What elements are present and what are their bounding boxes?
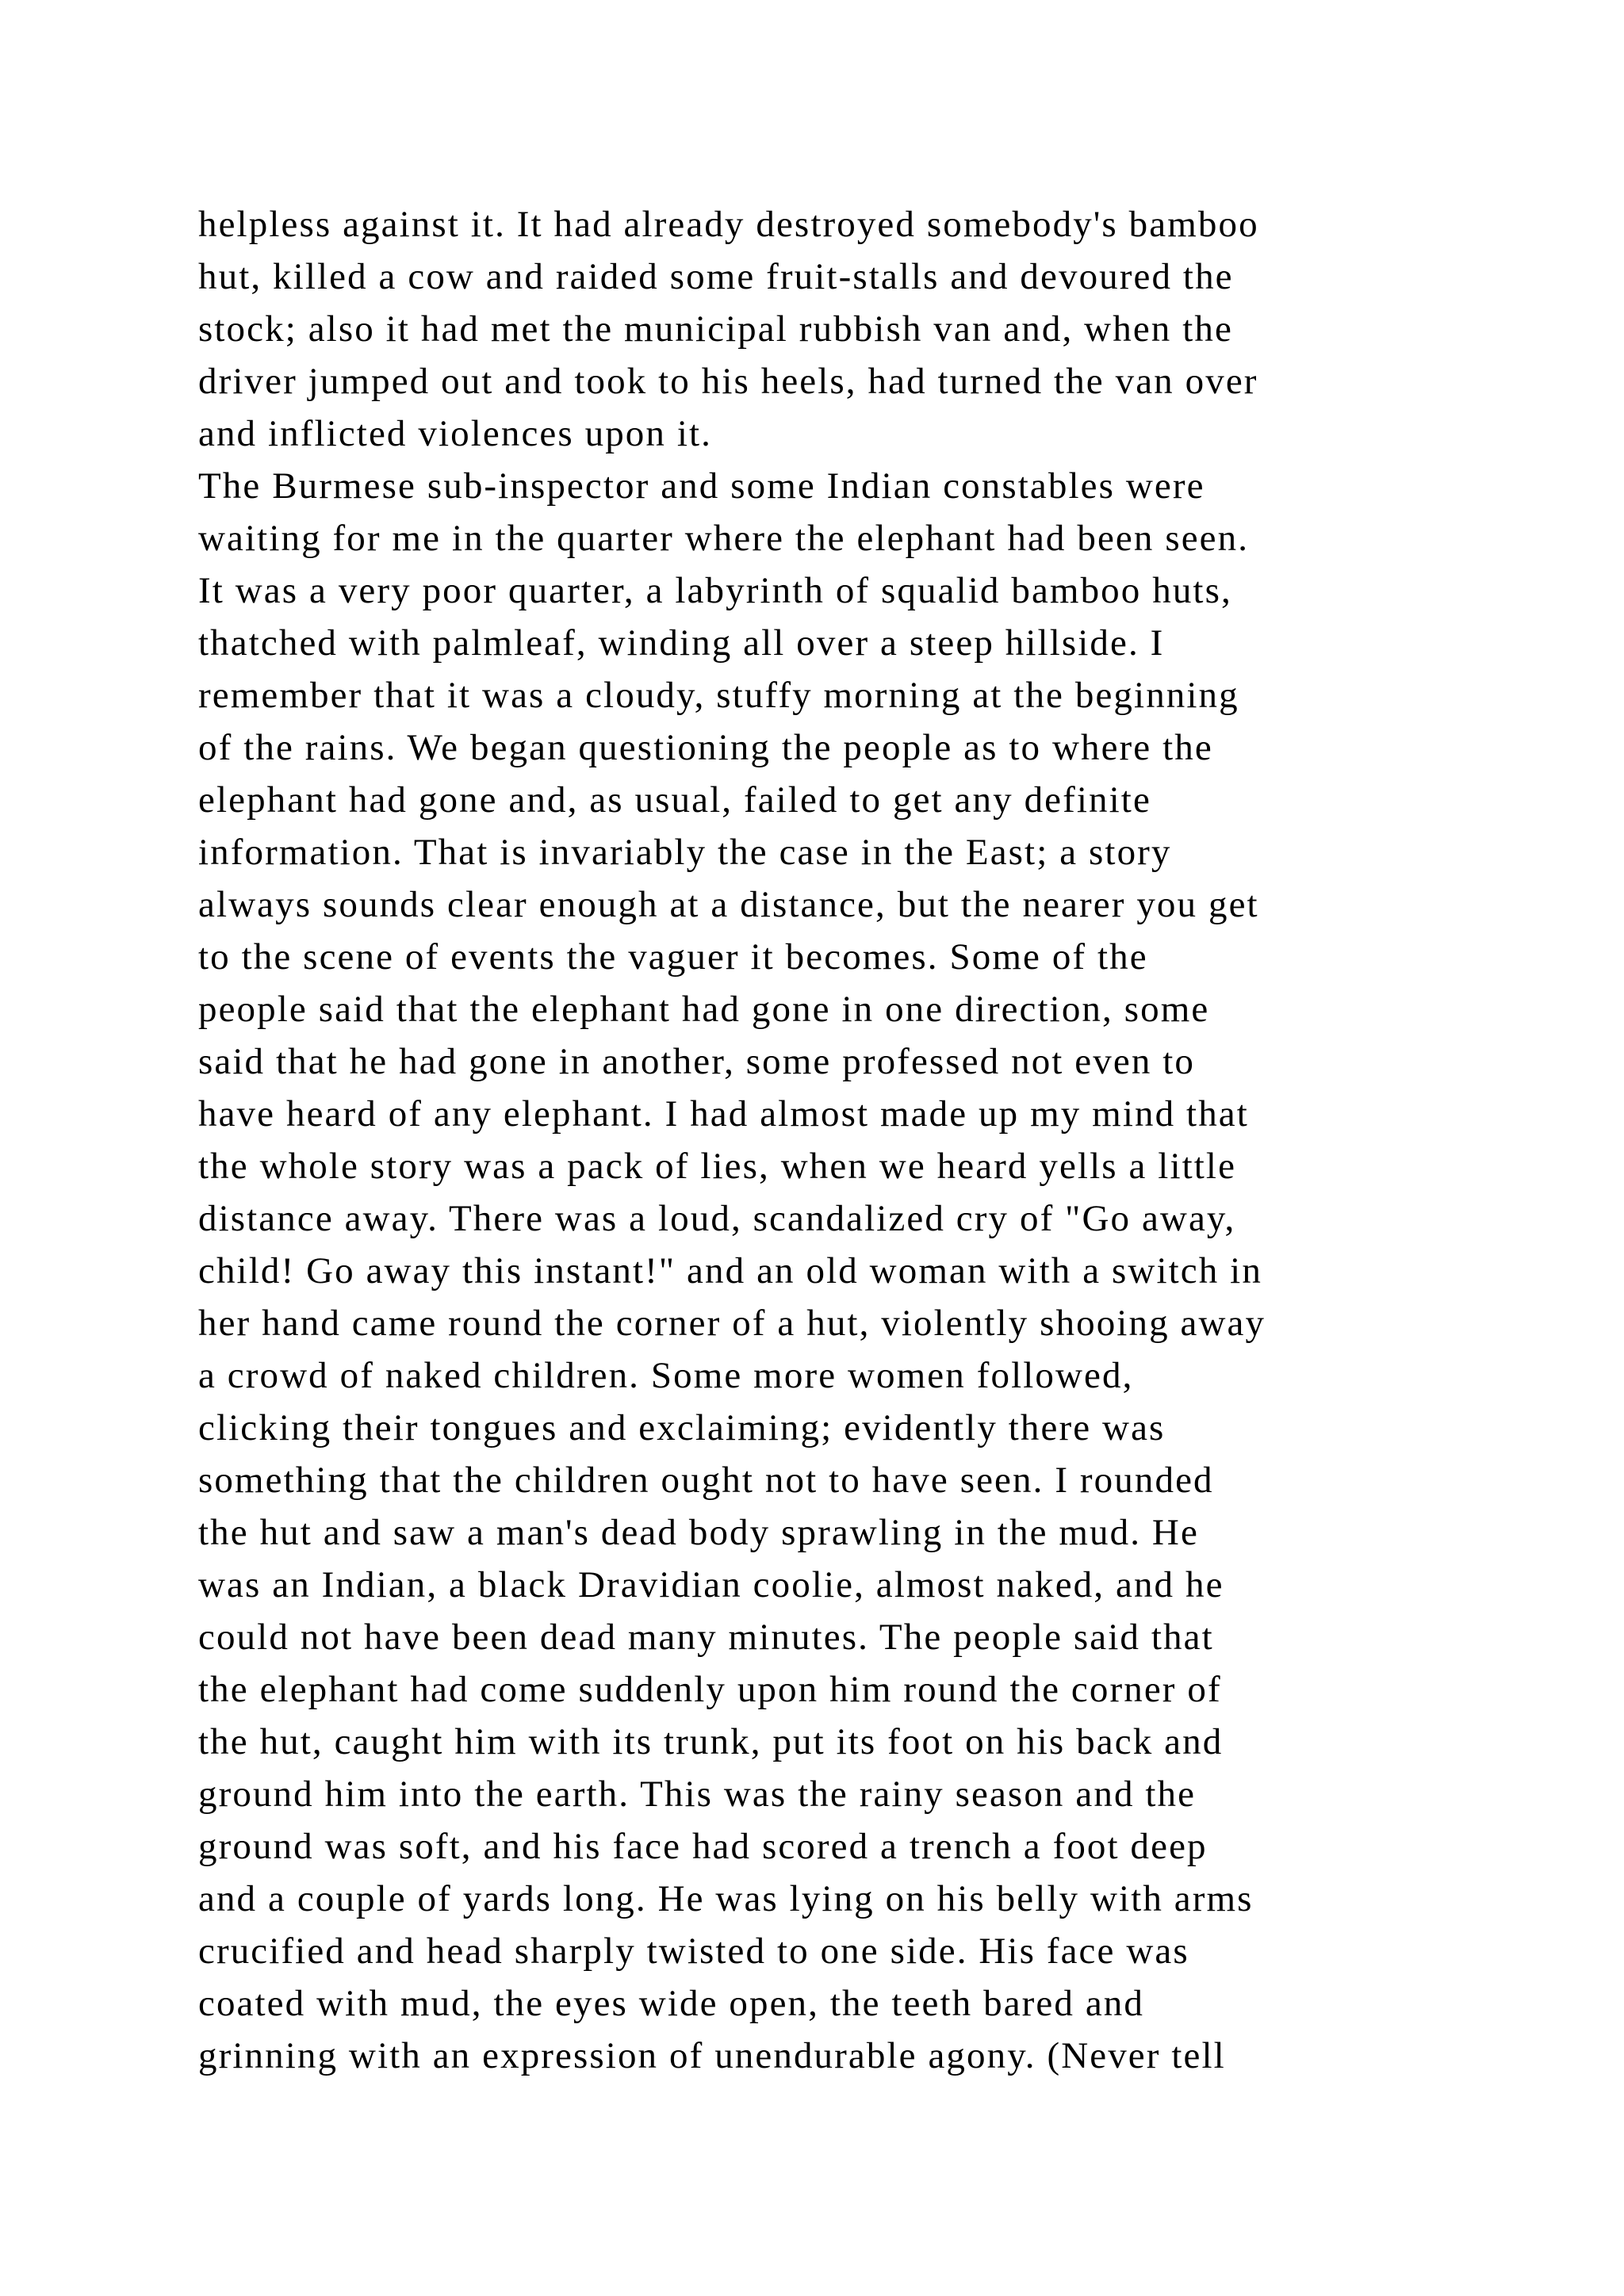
text-line: ground him into the earth. This was the rainy season and the bbox=[198, 1774, 1197, 1815]
text-line: the hut and saw a man's dead body sprawling in the mud. He bbox=[198, 1512, 1199, 1553]
text-line: hut, killed a cow and raided some fruit-stalls and devoured the bbox=[198, 256, 1234, 297]
text-line: grinning with an expression of unendurable agony. (Never tell bbox=[198, 2035, 1226, 2076]
text-line: elephant had gone and, as usual, failed to get any definite bbox=[198, 779, 1151, 821]
text-line: of the rains. We began questioning the people as to where the bbox=[198, 727, 1213, 768]
body-text bbox=[198, 198, 1499, 2082]
text-line: the whole story was a pack of lies, when we heard yells a little bbox=[198, 1146, 1237, 1187]
text-line: thatched with palmleaf, winding all over a steep hillside. I bbox=[198, 622, 1165, 664]
text-line: information. That is invariably the case in the East; a story bbox=[198, 832, 1172, 873]
text-line: helpless against it. It had already destroyed somebody's bamboo bbox=[198, 204, 1259, 245]
text-line: and a couple of yards long. He was lying on his belly with arms bbox=[198, 1878, 1254, 1919]
text-line: coated with mud, the eyes wide open, the teeth bared and bbox=[198, 1983, 1144, 2024]
text-line: and inflicted violences upon it. bbox=[198, 413, 713, 454]
text-line: It was a very poor quarter, a labyrinth of squalid bamboo huts, bbox=[198, 570, 1232, 611]
text-line: waiting for me in the quarter where the elephant had been seen. bbox=[198, 518, 1250, 559]
text-line: The Burmese sub-inspector and some Indian constables were bbox=[198, 465, 1205, 507]
text-line: ground was soft, and his face had scored a trench a foot deep bbox=[198, 1826, 1208, 1867]
text-line: people said that the elephant had gone in one direction, some bbox=[198, 989, 1210, 1030]
text-line: a crowd of naked children. Some more women followed, bbox=[198, 1355, 1134, 1396]
text-line: to the scene of events the vaguer it becomes. Some of the bbox=[198, 936, 1148, 978]
text-line: her hand came round the corner of a hut, violently shooing away bbox=[198, 1303, 1266, 1344]
text-line: stock; also it had met the municipal rubbish van and, when the bbox=[198, 308, 1233, 350]
text-line: something that the children ought not to have seen. I rounded bbox=[198, 1460, 1214, 1501]
text-line: distance away. There was a loud, scandalized cry of "Go away, bbox=[198, 1198, 1236, 1239]
text-line: driver jumped out and took to his heels, had turned the van over bbox=[198, 361, 1258, 402]
text-line: child! Go away this instant!" and an old woman with a switch in bbox=[198, 1250, 1262, 1292]
text-line: crucified and head sharply twisted to one side. His face was bbox=[198, 1931, 1189, 1972]
text-line: was an Indian, a black Dravidian coolie, almost naked, and he bbox=[198, 1564, 1224, 1605]
text-line: clicking their tongues and exclaiming; evidently there was bbox=[198, 1407, 1166, 1448]
text-line: have heard of any elephant. I had almost made up my mind that bbox=[198, 1093, 1249, 1135]
text-line: said that he had gone in another, some professed not even to bbox=[198, 1041, 1196, 1082]
text-line: the elephant had come suddenly upon him round the corner of bbox=[198, 1669, 1222, 1710]
text-line: remember that it was a cloudy, stuffy morning at the beginning bbox=[198, 675, 1239, 716]
text-line: could not have been dead many minutes. The people said that bbox=[198, 1617, 1214, 1658]
text-line: always sounds clear enough at a distance, but the nearer you get bbox=[198, 884, 1259, 925]
text-line: the hut, caught him with its trunk, put its foot on his back and bbox=[198, 1721, 1224, 1762]
